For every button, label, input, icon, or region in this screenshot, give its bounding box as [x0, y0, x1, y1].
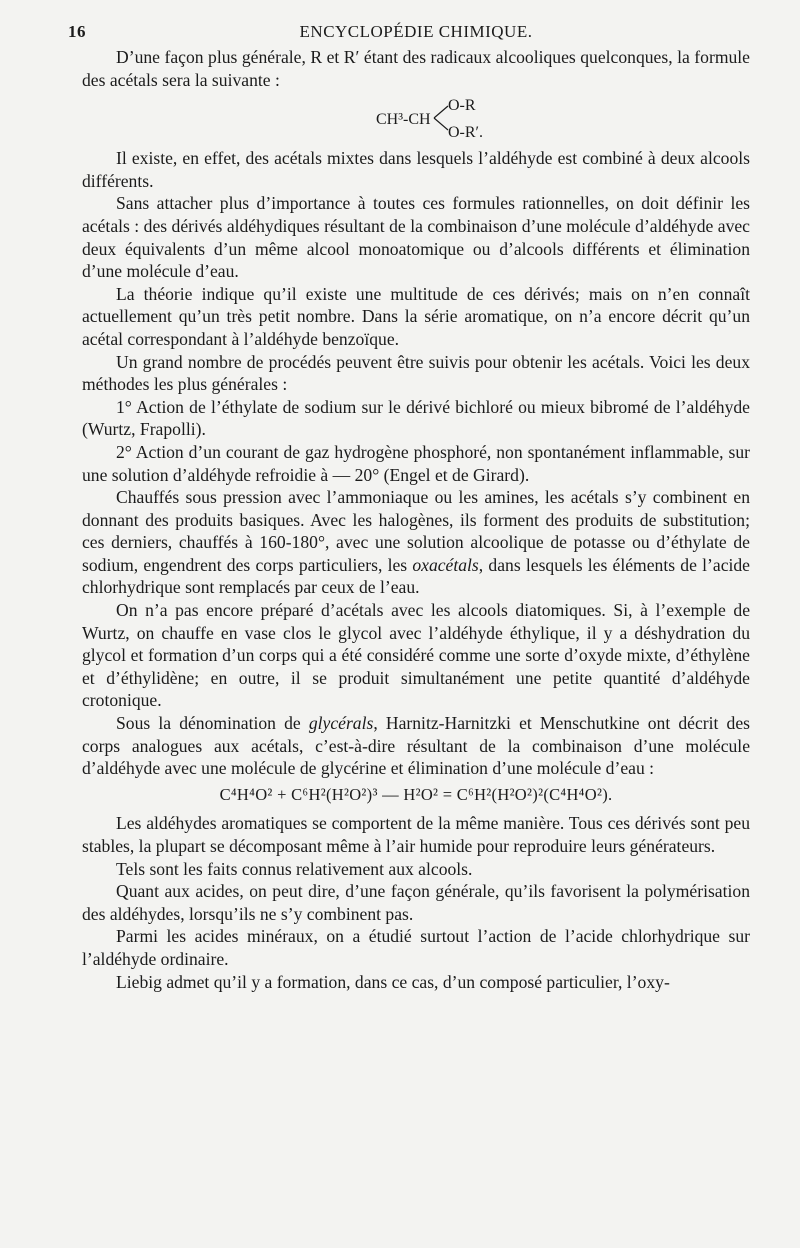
paragraph: Il existe, en effet, des acétals mixtes dans lesquels l’aldéhyde est combiné à deux alcools différents.: [82, 148, 750, 191]
paragraph: Tels sont les faits connus relativement aux alcools.: [116, 858, 473, 879]
acetal-formula: [82, 95, 750, 141]
paragraph: On n’a pas encore préparé d’acétals avec les alcools diatomiques. Si, à l’exemple de Wurtz, on chauffe en vase clos le glycol avec l’aldéhyde éthylique, il y a déshydration du glycol et formation d’un corps qui a été considéré comme une sorte d’oxyde mixte, d’éthylène et d’éthylidène; en outre, il se produit simultanément une petite quantité d’aldéhyde crotonique.: [82, 600, 750, 711]
paragraph: D’une façon plus générale, R et R′ étant des radicaux alcooliques quelconques, la formule des acétals sera la suivante :: [82, 47, 750, 90]
paragraph: Parmi les acides minéraux, on a étudié surtout l’action de l’acide chlorhydrique sur l’aldéhyde ordinaire.: [82, 926, 750, 969]
paragraph: [82, 486, 750, 599]
paragraph: 1° Action de l’éthylate de sodium sur le dérivé bichloré ou mieux bibromé de l’aldéhyde (Wurtz, Frapolli).: [82, 396, 750, 440]
paragraph: Les aldéhydes aromatiques se comportent de la même manière. Tous ces dérivés sont peu stables, la plupart se décomposant même à l’air humide pour reproduire leurs générateurs.: [82, 813, 750, 856]
running-head: [68, 20, 750, 46]
formula-base: CH³-CH: [376, 111, 431, 129]
paragraph: 2° Action d’un courant de gaz hydrogène phosphoré, non spontanément inflammable, sur une solution d’aldéhyde refroidie à — 20° (Engel et de Girard).: [82, 441, 750, 485]
paragraph: [82, 712, 750, 780]
text-run: , dans lesquels les éléments de l’acide chlorhydrique sont remplacés par ceux de l’eau.: [82, 554, 750, 598]
formula-lower: O-R′.: [448, 124, 484, 142]
paragraph: Quant aux acides, on peut dire, d’une façon générale, qu’ils favorisent la polymérisation des aldéhydes, lorsqu’ils ne s’y combinent pas.: [82, 881, 750, 924]
text-run: Chauffés sous pression avec l’ammoniaque ou les amines, les acétals s’y combinent en donnant des produits basiques. Avec les halogènes, ils forment des produits de substitution; ces derniers, chauffés à 160-180°, avec une solution alcoolique de potasse ou d’éthylate de sodium, engendrent des corps particuliers, les: [82, 487, 750, 575]
text-run: Sous la dénomination de: [116, 713, 309, 734]
page-number: 16: [68, 22, 86, 41]
paragraph: Un grand nombre de procédés peuvent être suivis pour obtenir les acétals. Voici les deux méthodes les plus générales :: [82, 351, 750, 395]
glyceral-equation: C⁴H⁴O² + C⁶H²(H²O²)³ — H²O² = C⁶H²(H²O²)²(C⁴H⁴O²).: [219, 784, 613, 804]
italic-term: glycérals: [308, 713, 374, 734]
paragraph: La théorie indique qu’il existe une multitude de ces dérivés; mais on n’en connaît actuellement qu’un très petit nombre. Dans la série aromatique, on n’a encore décrit qu’un acétal correspondant à l’aldéhyde benzoïque.: [82, 283, 750, 349]
italic-term: oxacétals: [412, 554, 479, 575]
running-title: ENCYCLOPÉDIE CHIMIQUE.: [299, 22, 533, 41]
text-run: , Harnitz-Harnitzki et Menschutkine ont décrit des corps analogues aux acétals, c’est-à-dire résultant de la combinaison d’une molécule d’aldéhyde avec une molécule de glycérine et élimination d’une molécule d’eau :: [82, 713, 750, 779]
paragraph: Liebig admet qu’il y a formation, dans ce cas, d’un composé particulier, l’oxy-: [116, 971, 670, 992]
paragraph: Sans attacher plus d’importance à toutes ces formules rationnelles, on doit définir les acétals : des dérivés aldéhydiques résultant de la combinaison d’une molécule d’aldéhyde avec deux équivalents d’un même alcool monoatomique ou d’alcools différents et élimination d’une molécule d’eau.: [82, 193, 750, 282]
body-text: [82, 46, 750, 993]
formula-upper: O-R: [448, 97, 476, 115]
